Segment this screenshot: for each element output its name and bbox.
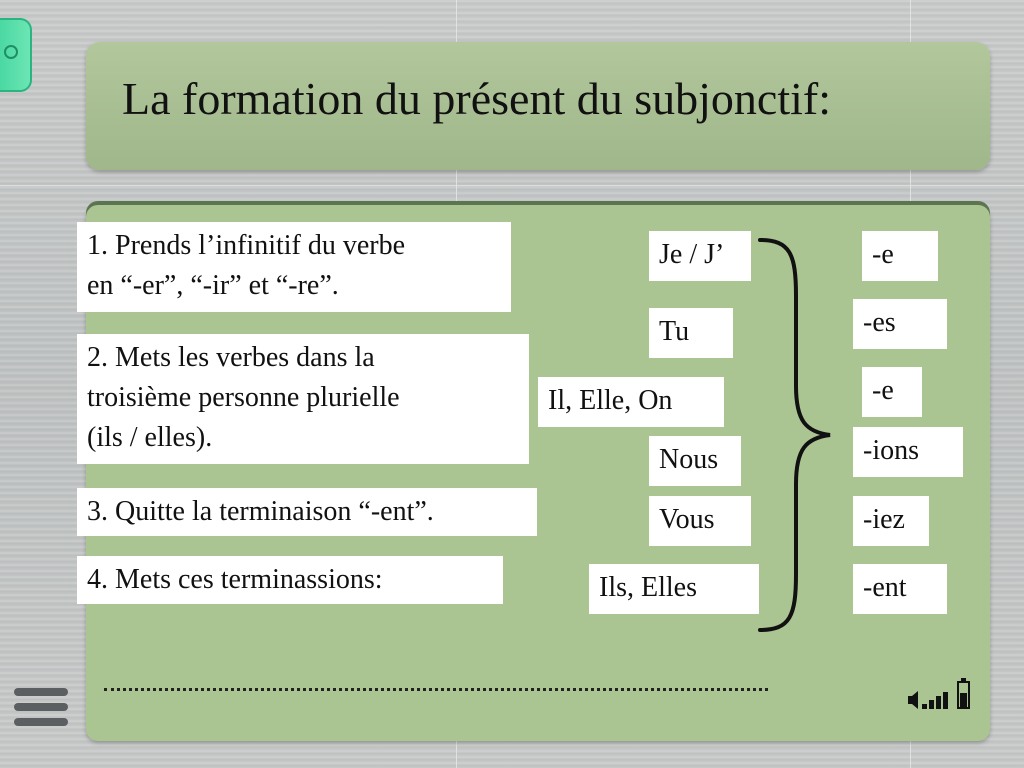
- step-1-box: [77, 222, 511, 312]
- dotted-divider: [104, 688, 768, 691]
- curly-brace-icon: [758, 236, 834, 634]
- hamburger-menu-icon[interactable]: [14, 688, 68, 736]
- pronoun-nous: Nous: [649, 436, 741, 486]
- corner-tab-icon[interactable]: [0, 18, 32, 92]
- pronoun-vous: Vous: [649, 496, 751, 546]
- ending-vous: -iez: [853, 496, 929, 546]
- step-3-line-1: 3. Quitte la terminaison “-ent”.: [87, 496, 434, 527]
- status-icons: [906, 676, 976, 710]
- step-2-box: [77, 334, 529, 464]
- step-1-line-2: en “-er”, “-ir” et “-re”.: [87, 270, 339, 301]
- pronoun-tu: Tu: [649, 308, 733, 358]
- step-2-line-1: 2. Mets les verbes dans la: [87, 342, 375, 373]
- title-panel: [86, 42, 990, 170]
- step-2-line-3: (ils / elles).: [87, 422, 213, 453]
- battery-icon: [958, 678, 969, 708]
- step-4-line-1: 4. Mets ces terminassions:: [87, 564, 383, 595]
- step-2-line-2: troisième personne plurielle: [87, 382, 400, 413]
- signal-bars-icon: [922, 692, 948, 709]
- step-1-line-1: 1. Prends l’infinitif du verbe: [87, 230, 406, 261]
- step-4-box: [77, 556, 503, 604]
- pronoun-je: Je / J’: [649, 231, 751, 281]
- step-3-box: [77, 488, 537, 536]
- ending-je: -e: [862, 231, 938, 281]
- speaker-icon: [908, 691, 918, 709]
- ending-nous: -ions: [853, 427, 963, 477]
- ending-tu: -es: [853, 299, 947, 349]
- page-title: La formation du présent du subjonctif:: [122, 73, 832, 124]
- ending-ils: -ent: [853, 564, 947, 614]
- pronoun-il-elle-on: Il, Elle, On: [538, 377, 724, 427]
- pronoun-ils-elles: Ils, Elles: [589, 564, 759, 614]
- ending-il: -e: [862, 367, 922, 417]
